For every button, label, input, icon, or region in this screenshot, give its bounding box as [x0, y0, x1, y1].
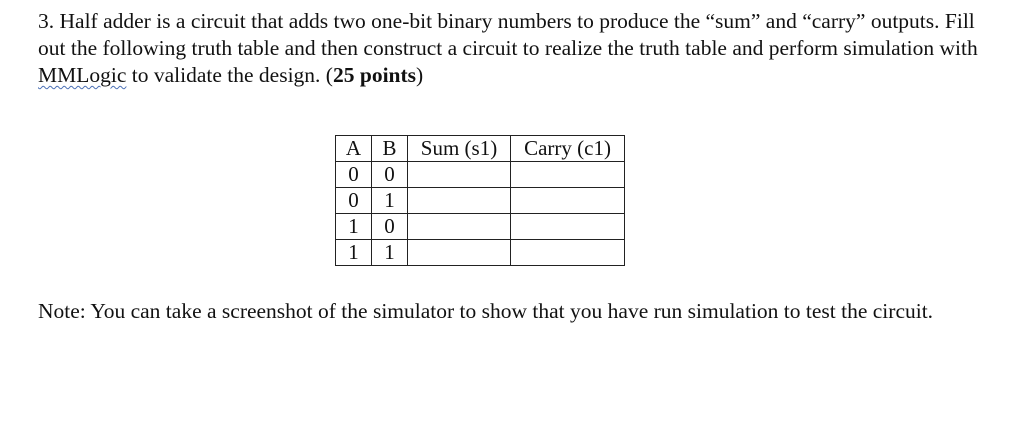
cell-a: 0 — [336, 162, 372, 188]
truth-table — [335, 135, 625, 266]
cell-b: 0 — [372, 214, 408, 240]
note-paragraph: Note: You can take a screenshot of the simulator to show that you have run simulation to test the circuit. — [38, 299, 934, 323]
truth-table-header-row — [336, 136, 625, 162]
header-b: B — [372, 136, 408, 162]
tool-name: MMLogic — [38, 63, 127, 87]
cell-a: 0 — [336, 188, 372, 214]
points-label: 25 points — [332, 63, 417, 87]
cell-a: 1 — [336, 214, 372, 240]
header-carry: Carry (c1) — [511, 136, 625, 162]
cell-sum[interactable] — [408, 214, 511, 240]
table-row — [336, 214, 625, 240]
table-row — [336, 240, 625, 266]
cell-carry[interactable] — [511, 240, 625, 266]
cell-sum[interactable] — [408, 188, 511, 214]
cell-sum[interactable] — [408, 162, 511, 188]
cell-b: 0 — [372, 162, 408, 188]
cell-b: 1 — [372, 240, 408, 266]
question-close-paren: ) — [416, 63, 424, 87]
header-sum: Sum (s1) — [408, 136, 511, 162]
table-row — [336, 162, 625, 188]
question-paragraph — [38, 8, 998, 89]
question-text-continued: to validate the design. ( — [126, 63, 333, 87]
table-row — [336, 188, 625, 214]
cell-a: 1 — [336, 240, 372, 266]
cell-carry[interactable] — [511, 188, 625, 214]
cell-b: 1 — [372, 188, 408, 214]
cell-carry[interactable] — [511, 162, 625, 188]
question-text: 3. Half adder is a circuit that adds two one-bit binary numbers to produce the “sum” and “carry” outputs. Fill out the following truth table and then construct a circuit to realize the truth table and perform simulation with — [38, 9, 978, 60]
header-a: A — [336, 136, 372, 162]
cell-sum[interactable] — [408, 240, 511, 266]
cell-carry[interactable] — [511, 214, 625, 240]
